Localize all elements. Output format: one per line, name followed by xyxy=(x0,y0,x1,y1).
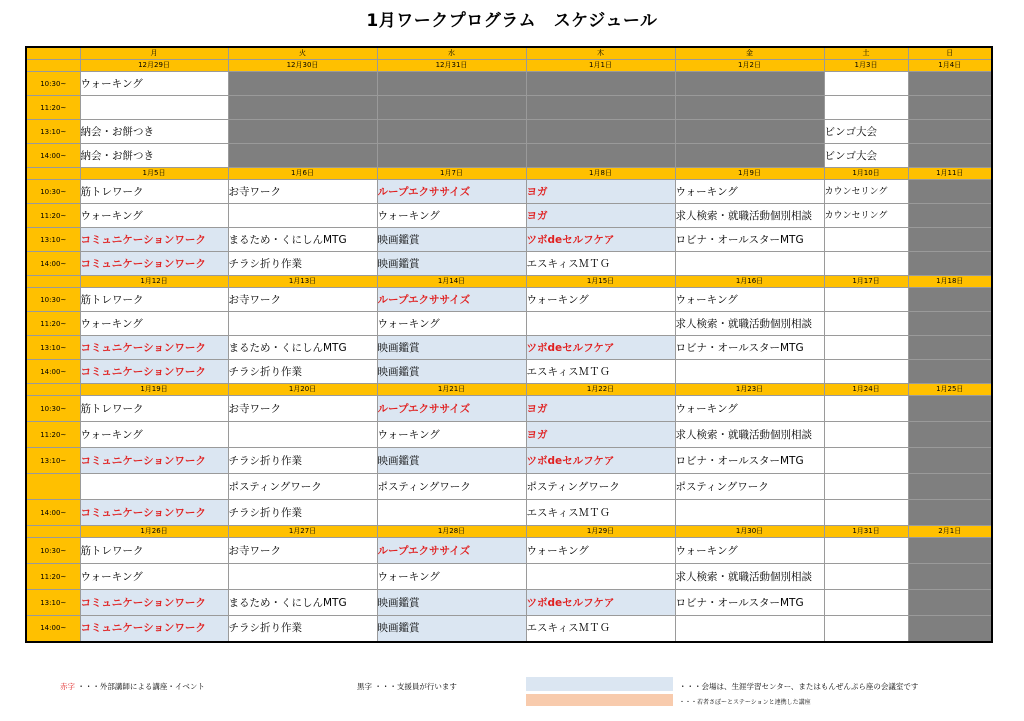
schedule-row xyxy=(26,336,992,360)
program-cell: ウォーキング xyxy=(80,312,228,336)
date-header: 1月8日 xyxy=(526,168,675,180)
program-cell: 筋トレワーク xyxy=(80,288,228,312)
closed-cell xyxy=(228,72,377,96)
program-cell: ウォーキング xyxy=(80,422,228,448)
date-header: 1月20日 xyxy=(228,384,377,396)
day-header: 木 xyxy=(526,47,675,60)
schedule-row xyxy=(26,96,992,120)
date-header: 1月18日 xyxy=(908,276,992,288)
closed-cell xyxy=(908,252,992,276)
program-cell: ウォーキング xyxy=(80,564,228,590)
time-cell: 13:10~ xyxy=(26,448,80,474)
closed-cell xyxy=(228,120,377,144)
program-cell xyxy=(80,96,228,120)
program-cell: コミュニケーションワーク xyxy=(80,616,228,642)
program-cell: ループエクササイズ xyxy=(377,180,526,204)
closed-cell xyxy=(908,396,992,422)
closed-cell xyxy=(675,144,824,168)
program-cell: 映画鑑賞 xyxy=(377,336,526,360)
date-header: 1月31日 xyxy=(824,526,908,538)
program-cell: コミュニケーションワーク xyxy=(80,500,228,526)
program-cell: ウォーキング xyxy=(80,72,228,96)
program-cell: エスキィスＭＴＧ xyxy=(526,252,675,276)
program-cell: お寺ワーク xyxy=(228,396,377,422)
date-header: 12月31日 xyxy=(377,60,526,72)
program-cell: 映画鑑賞 xyxy=(377,252,526,276)
schedule-row xyxy=(26,590,992,616)
program-cell xyxy=(824,448,908,474)
program-cell: ビンゴ大会 xyxy=(824,120,908,144)
schedule-row xyxy=(26,180,992,204)
closed-cell xyxy=(908,474,992,500)
program-cell xyxy=(377,500,526,526)
program-cell xyxy=(824,228,908,252)
day-header: 火 xyxy=(228,47,377,60)
program-cell: 映画鑑賞 xyxy=(377,590,526,616)
date-header-row xyxy=(26,384,992,396)
date-header: 1月13日 xyxy=(228,276,377,288)
schedule-row xyxy=(26,312,992,336)
day-header: 月 xyxy=(80,47,228,60)
schedule-row xyxy=(26,288,992,312)
day-header: 日 xyxy=(908,47,992,60)
program-cell: コミュニケーションワーク xyxy=(80,360,228,384)
date-header: 1月27日 xyxy=(228,526,377,538)
time-cell: 13:10~ xyxy=(26,336,80,360)
closed-cell xyxy=(908,538,992,564)
date-header: 1月23日 xyxy=(675,384,824,396)
page-title: 1月ワークプログラム スケジュール xyxy=(366,11,658,31)
program-cell: 筋トレワーク xyxy=(80,396,228,422)
program-cell: コミュニケーションワーク xyxy=(80,448,228,474)
closed-cell xyxy=(377,120,526,144)
program-cell: ウォーキング xyxy=(675,180,824,204)
schedule-row xyxy=(26,616,992,642)
time-cell: 14:00~ xyxy=(26,360,80,384)
time-cell: 10:30~ xyxy=(26,180,80,204)
closed-cell xyxy=(908,144,992,168)
closed-cell xyxy=(675,120,824,144)
date-header: 1月2日 xyxy=(675,60,824,72)
time-cell: 14:00~ xyxy=(26,252,80,276)
program-cell xyxy=(526,312,675,336)
program-cell: 求人検索・就職活動個別相談 xyxy=(675,204,824,228)
program-cell: カウンセリング xyxy=(824,180,908,204)
program-cell: 納会・お餅つき xyxy=(80,144,228,168)
program-cell xyxy=(824,72,908,96)
closed-cell xyxy=(908,288,992,312)
program-cell: チラシ折り作業 xyxy=(228,360,377,384)
date-header: 12月29日 xyxy=(80,60,228,72)
date-header: 1月22日 xyxy=(526,384,675,396)
program-cell: ポスティングワーク xyxy=(377,474,526,500)
closed-cell xyxy=(377,144,526,168)
program-cell: エスキィスＭＴＧ xyxy=(526,500,675,526)
closed-cell xyxy=(908,72,992,96)
time-cell: 14:00~ xyxy=(26,500,80,526)
schedule-row xyxy=(26,360,992,384)
schedule-row xyxy=(26,72,992,96)
program-cell xyxy=(824,396,908,422)
program-cell: 映画鑑賞 xyxy=(377,228,526,252)
program-cell: ヨガ xyxy=(526,204,675,228)
date-header: 1月6日 xyxy=(228,168,377,180)
closed-cell xyxy=(675,96,824,120)
time-cell: 11:20~ xyxy=(26,312,80,336)
program-cell: ロビナ・オールスターMTG xyxy=(675,448,824,474)
time-cell: 13:10~ xyxy=(26,590,80,616)
program-cell: ロビナ・オールスターMTG xyxy=(675,590,824,616)
date-header: 1月3日 xyxy=(824,60,908,72)
date-header: 1月4日 xyxy=(908,60,992,72)
date-corner-cell xyxy=(26,526,80,538)
closed-cell xyxy=(908,360,992,384)
schedule-row xyxy=(26,144,992,168)
program-cell xyxy=(824,616,908,642)
program-cell: お寺ワーク xyxy=(228,288,377,312)
date-header: 1月15日 xyxy=(526,276,675,288)
program-cell: まるため・くにしんMTG xyxy=(228,590,377,616)
program-cell xyxy=(824,360,908,384)
date-header: 1月14日 xyxy=(377,276,526,288)
program-cell: ツボdeセルフケア xyxy=(526,336,675,360)
program-cell: コミュニケーションワーク xyxy=(80,228,228,252)
closed-cell xyxy=(908,448,992,474)
program-cell xyxy=(675,252,824,276)
closed-cell xyxy=(526,72,675,96)
closed-cell xyxy=(908,590,992,616)
time-cell xyxy=(26,474,80,500)
program-cell: ツボdeセルフケア xyxy=(526,228,675,252)
program-cell: ポスティングワーク xyxy=(526,474,675,500)
program-cell xyxy=(824,96,908,120)
program-cell xyxy=(80,474,228,500)
legend-red-text: ・・・外部講師による講座・イベント xyxy=(77,682,205,691)
closed-cell xyxy=(908,616,992,642)
time-cell: 10:30~ xyxy=(26,288,80,312)
date-corner-cell xyxy=(26,384,80,396)
program-cell: ロビナ・オールスターMTG xyxy=(675,228,824,252)
time-cell: 11:20~ xyxy=(26,204,80,228)
program-cell xyxy=(675,500,824,526)
program-cell: エスキィスＭＴＧ xyxy=(526,616,675,642)
closed-cell xyxy=(908,422,992,448)
schedule-row xyxy=(26,474,992,500)
date-header: 1月30日 xyxy=(675,526,824,538)
schedule-table xyxy=(25,46,993,643)
program-cell xyxy=(675,616,824,642)
time-cell: 11:20~ xyxy=(26,96,80,120)
schedule-row xyxy=(26,228,992,252)
date-header: 1月28日 xyxy=(377,526,526,538)
program-cell: 筋トレワーク xyxy=(80,538,228,564)
closed-cell xyxy=(526,120,675,144)
day-header-row xyxy=(26,47,992,60)
program-cell: ヨガ xyxy=(526,422,675,448)
date-header: 1月5日 xyxy=(80,168,228,180)
program-cell: コミュニケーションワーク xyxy=(80,590,228,616)
program-cell: ウォーキング xyxy=(377,422,526,448)
closed-cell xyxy=(675,72,824,96)
date-header: 1月25日 xyxy=(908,384,992,396)
date-corner-cell xyxy=(26,168,80,180)
program-cell xyxy=(824,288,908,312)
program-cell xyxy=(824,422,908,448)
legend-red xyxy=(60,681,205,692)
program-cell: ツボdeセルフケア xyxy=(526,448,675,474)
date-header: 1月17日 xyxy=(824,276,908,288)
program-cell: まるため・くにしんMTG xyxy=(228,228,377,252)
program-cell: チラシ折り作業 xyxy=(228,448,377,474)
corner-cell xyxy=(26,47,80,60)
closed-cell xyxy=(377,72,526,96)
program-cell: ウォーキング xyxy=(80,204,228,228)
closed-cell xyxy=(228,96,377,120)
time-cell: 13:10~ xyxy=(26,120,80,144)
legend-orange-swatch xyxy=(526,694,673,706)
program-cell: チラシ折り作業 xyxy=(228,500,377,526)
program-cell xyxy=(675,360,824,384)
date-header-row xyxy=(26,526,992,538)
program-cell xyxy=(824,564,908,590)
day-header: 土 xyxy=(824,47,908,60)
program-cell: ヨガ xyxy=(526,180,675,204)
time-cell: 10:30~ xyxy=(26,538,80,564)
closed-cell xyxy=(908,312,992,336)
day-header: 金 xyxy=(675,47,824,60)
schedule-row xyxy=(26,448,992,474)
date-header-row xyxy=(26,168,992,180)
schedule-row xyxy=(26,538,992,564)
program-cell: まるため・くにしんMTG xyxy=(228,336,377,360)
date-header: 1月24日 xyxy=(824,384,908,396)
program-cell: 映画鑑賞 xyxy=(377,448,526,474)
date-header: 12月30日 xyxy=(228,60,377,72)
date-header: 1月26日 xyxy=(80,526,228,538)
date-corner-cell xyxy=(26,60,80,72)
legend-orange-text: ・・・若者さぽーとステーションと連携した講座 xyxy=(679,699,811,706)
program-cell: ビンゴ大会 xyxy=(824,144,908,168)
date-header: 1月16日 xyxy=(675,276,824,288)
date-header: 1月7日 xyxy=(377,168,526,180)
date-header: 1月29日 xyxy=(526,526,675,538)
date-header: 1月21日 xyxy=(377,384,526,396)
day-header: 水 xyxy=(377,47,526,60)
program-cell: ループエクササイズ xyxy=(377,538,526,564)
closed-cell xyxy=(908,96,992,120)
program-cell: ウォーキング xyxy=(377,204,526,228)
time-cell: 14:00~ xyxy=(26,616,80,642)
closed-cell xyxy=(908,180,992,204)
date-header: 1月19日 xyxy=(80,384,228,396)
program-cell: ヨガ xyxy=(526,396,675,422)
date-header: 1月11日 xyxy=(908,168,992,180)
program-cell: ウォーキング xyxy=(675,396,824,422)
legend-blue-swatch xyxy=(526,677,673,691)
schedule-row xyxy=(26,422,992,448)
program-cell: お寺ワーク xyxy=(228,180,377,204)
schedule-row xyxy=(26,564,992,590)
closed-cell xyxy=(228,144,377,168)
program-cell: ループエクササイズ xyxy=(377,396,526,422)
program-cell: 求人検索・就職活動個別相談 xyxy=(675,312,824,336)
time-cell: 13:10~ xyxy=(26,228,80,252)
legend-red-word: 赤字 xyxy=(60,682,75,691)
closed-cell xyxy=(908,564,992,590)
time-cell: 10:30~ xyxy=(26,396,80,422)
program-cell xyxy=(824,474,908,500)
date-header: 1月12日 xyxy=(80,276,228,288)
time-cell: 11:20~ xyxy=(26,564,80,590)
program-cell xyxy=(228,312,377,336)
program-cell: ウォーキング xyxy=(526,288,675,312)
program-cell: チラシ折り作業 xyxy=(228,616,377,642)
closed-cell xyxy=(908,120,992,144)
date-header-row xyxy=(26,276,992,288)
program-cell: ウォーキング xyxy=(675,288,824,312)
schedule-row xyxy=(26,500,992,526)
program-cell: ロビナ・オールスターMTG xyxy=(675,336,824,360)
program-cell: チラシ折り作業 xyxy=(228,252,377,276)
program-cell xyxy=(228,564,377,590)
program-cell: カウンセリング xyxy=(824,204,908,228)
program-cell xyxy=(228,422,377,448)
program-cell: 求人検索・就職活動個別相談 xyxy=(675,422,824,448)
closed-cell xyxy=(908,228,992,252)
program-cell: コミュニケーションワーク xyxy=(80,252,228,276)
program-cell: コミュニケーションワーク xyxy=(80,336,228,360)
legend-black-text: 黒字 ・・・支援員が行います xyxy=(357,682,457,691)
program-cell: 求人検索・就職活動個別相談 xyxy=(675,564,824,590)
program-cell: ウォーキング xyxy=(675,538,824,564)
program-cell: ウォーキング xyxy=(377,564,526,590)
program-cell xyxy=(824,312,908,336)
program-cell xyxy=(824,500,908,526)
closed-cell xyxy=(908,500,992,526)
date-header-row xyxy=(26,60,992,72)
time-cell: 14:00~ xyxy=(26,144,80,168)
closed-cell xyxy=(526,96,675,120)
program-cell: 映画鑑賞 xyxy=(377,616,526,642)
date-corner-cell xyxy=(26,276,80,288)
schedule-row xyxy=(26,252,992,276)
program-cell xyxy=(526,564,675,590)
program-cell: ウォーキング xyxy=(526,538,675,564)
program-cell xyxy=(824,336,908,360)
time-cell: 11:20~ xyxy=(26,422,80,448)
program-cell: エスキィスＭＴＧ xyxy=(526,360,675,384)
legend-blue-text: ・・・会場は、生涯学習センター、またはもんぜんぷら座の会議室です xyxy=(679,682,919,691)
closed-cell xyxy=(908,204,992,228)
time-cell: 10:30~ xyxy=(26,72,80,96)
program-cell: ウォーキング xyxy=(377,312,526,336)
closed-cell xyxy=(526,144,675,168)
date-header: 1月9日 xyxy=(675,168,824,180)
date-header: 1月1日 xyxy=(526,60,675,72)
program-cell xyxy=(824,252,908,276)
schedule-row xyxy=(26,396,992,422)
program-cell xyxy=(228,204,377,228)
date-header: 1月10日 xyxy=(824,168,908,180)
program-cell: ループエクササイズ xyxy=(377,288,526,312)
date-header: 2月1日 xyxy=(908,526,992,538)
program-cell: 筋トレワーク xyxy=(80,180,228,204)
program-cell: ポスティングワーク xyxy=(675,474,824,500)
program-cell xyxy=(824,590,908,616)
closed-cell xyxy=(908,336,992,360)
program-cell: ツボdeセルフケア xyxy=(526,590,675,616)
schedule-row xyxy=(26,204,992,228)
program-cell: ポスティングワーク xyxy=(228,474,377,500)
closed-cell xyxy=(377,96,526,120)
program-cell: お寺ワーク xyxy=(228,538,377,564)
schedule-row xyxy=(26,120,992,144)
program-cell: 映画鑑賞 xyxy=(377,360,526,384)
program-cell xyxy=(824,538,908,564)
program-cell: 納会・お餅つき xyxy=(80,120,228,144)
